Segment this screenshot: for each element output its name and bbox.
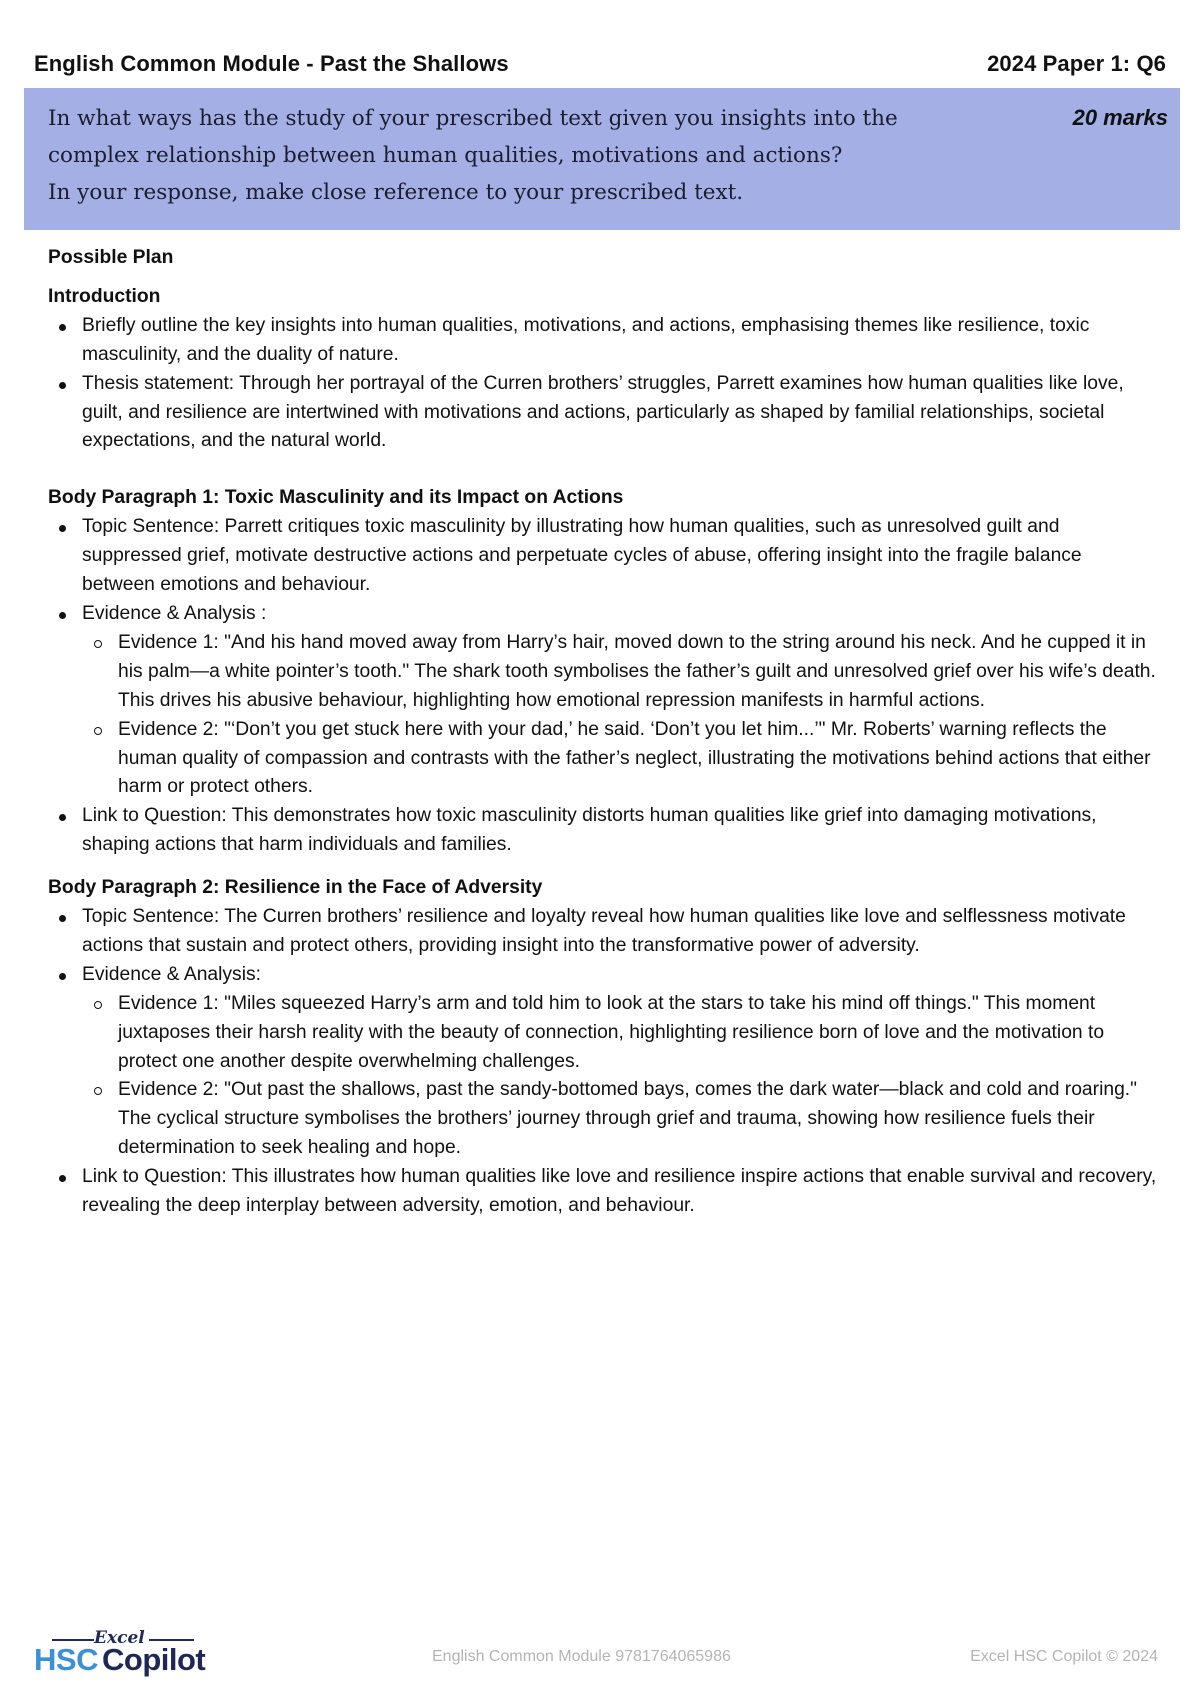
section-heading: Introduction [48,285,161,307]
paper-question-label: 2024 Paper 1: Q6 [987,51,1166,76]
evidence-label: Evidence & Analysis : [82,602,267,624]
section-heading: Body Paragraph 1: Toxic Masculinity and its Impact on Actions [48,487,624,509]
question-box [24,88,1180,230]
sub-bullet-list [82,629,1158,802]
sub-bullet-list [82,990,1158,1163]
list-item: Topic Sentence: Parrett critiques toxic masculinity by illustrating how human qualities, such as unresolved guilt and suppressed grief, motivate destructive actions and perpetuate cycles of abuse, offering insight into the fragile balance between emotions and behaviour. [48,513,1158,600]
section-heading: Body Paragraph 2: Resilience in the Face of Adversity [48,877,543,899]
evidence-label: Evidence & Analysis: [82,963,261,985]
list-item: Topic Sentence: The Curren brothers’ resilience and loyalty reveal how human qualities like love and selflessness motivate actions that sustain and protect others, providing insight into the transformative power of adversity. [48,903,1158,961]
question-line: In your response, make close reference to your prescribed text. [48,180,744,205]
plan-title: Possible Plan [48,247,174,268]
question-text [48,100,948,211]
bullet-list [48,312,1158,457]
list-item [48,600,1158,802]
logo-hsc-text: HSC [34,1642,98,1677]
logo-rule [52,1639,94,1641]
bullet-list [48,903,1158,1221]
module-title: English Common Module - Past the Shallows [34,51,509,76]
list-item: Link to Question: This illustrates how human qualities like love and resilience inspire actions that enable survival and recovery, revealing the deep interplay between adversity, emotion, and behaviour. [48,1163,1158,1221]
list-item: Thesis statement: Through her portrayal of the Curren brothers’ struggles, Parrett examines how human qualities like love, guilt, and resilience are intertwined with motivations and actions, particularly as shaped by familial relationships, societal expectations, and the natural world. [48,370,1158,457]
footer-copyright: Excel HSC Copilot © 2024 [970,1648,1158,1665]
excel-hsc-copilot-logo [34,1628,214,1678]
footer-isbn: English Common Module 9781764065986 [432,1648,731,1665]
list-item [48,961,1158,1163]
marks-label: 20 marks [1072,105,1168,130]
page-footer [0,1610,1200,1680]
logo-excel-text: Excel [94,1628,145,1648]
question-line: In what ways has the study of your prescribed text given you insights into the [48,106,898,131]
body-paragraph-1-section [48,484,1158,860]
logo-copilot-text: Copilot [102,1642,206,1677]
page-header [34,48,1166,80]
sub-list-item: Evidence 1: "Miles squeezed Harry’s arm and told him to look at the stars to take his mind off things." This moment juxtaposes their harsh reality with the beauty of connection, highlighting resilience born of love and the motivation to protect one another despite overwhelming challenges. [82,990,1158,1077]
sub-list-item: Evidence 1: "And his hand moved away from Harry’s hair, moved down to the string around his neck. And he cupped it in his palm—a white pointer’s tooth." The shark tooth symbolises the father’s guilt and unresolved grief over his wife’s death. This drives his abusive behaviour, highlighting how emotional repression manifests in harmful actions. [82,629,1158,716]
body-paragraph-2-section [48,874,1158,1221]
logo-rule [149,1639,194,1641]
introduction-section [48,283,1158,456]
bullet-list [48,513,1158,860]
list-item: Link to Question: This demonstrates how toxic masculinity distorts human qualities like grief into damaging motivations, shaping actions that harm individuals and families. [48,802,1158,860]
sub-list-item: Evidence 2: "‘Don’t you get stuck here with your dad,’ he said. ‘Don’t you let him...’" Mr. Roberts’ warning reflects the human quality of compassion and contrasts with the father’s neglect, illustrating the motivations behind actions that either harm or protect others. [82,716,1158,803]
question-line: complex relationship between human qualities, motivations and actions? [48,143,843,168]
plan-content [48,244,1158,1221]
list-item: Briefly outline the key insights into human qualities, motivations, and actions, emphasising themes like resilience, toxic masculinity, and the duality of nature. [48,312,1158,370]
sub-list-item: Evidence 2: "Out past the shallows, past the sandy-bottomed bays, comes the dark water—black and cold and roaring." The cyclical structure symbolises the brothers’ journey through grief and trauma, showing how resilience fuels their determination to seek healing and hope. [82,1076,1158,1163]
